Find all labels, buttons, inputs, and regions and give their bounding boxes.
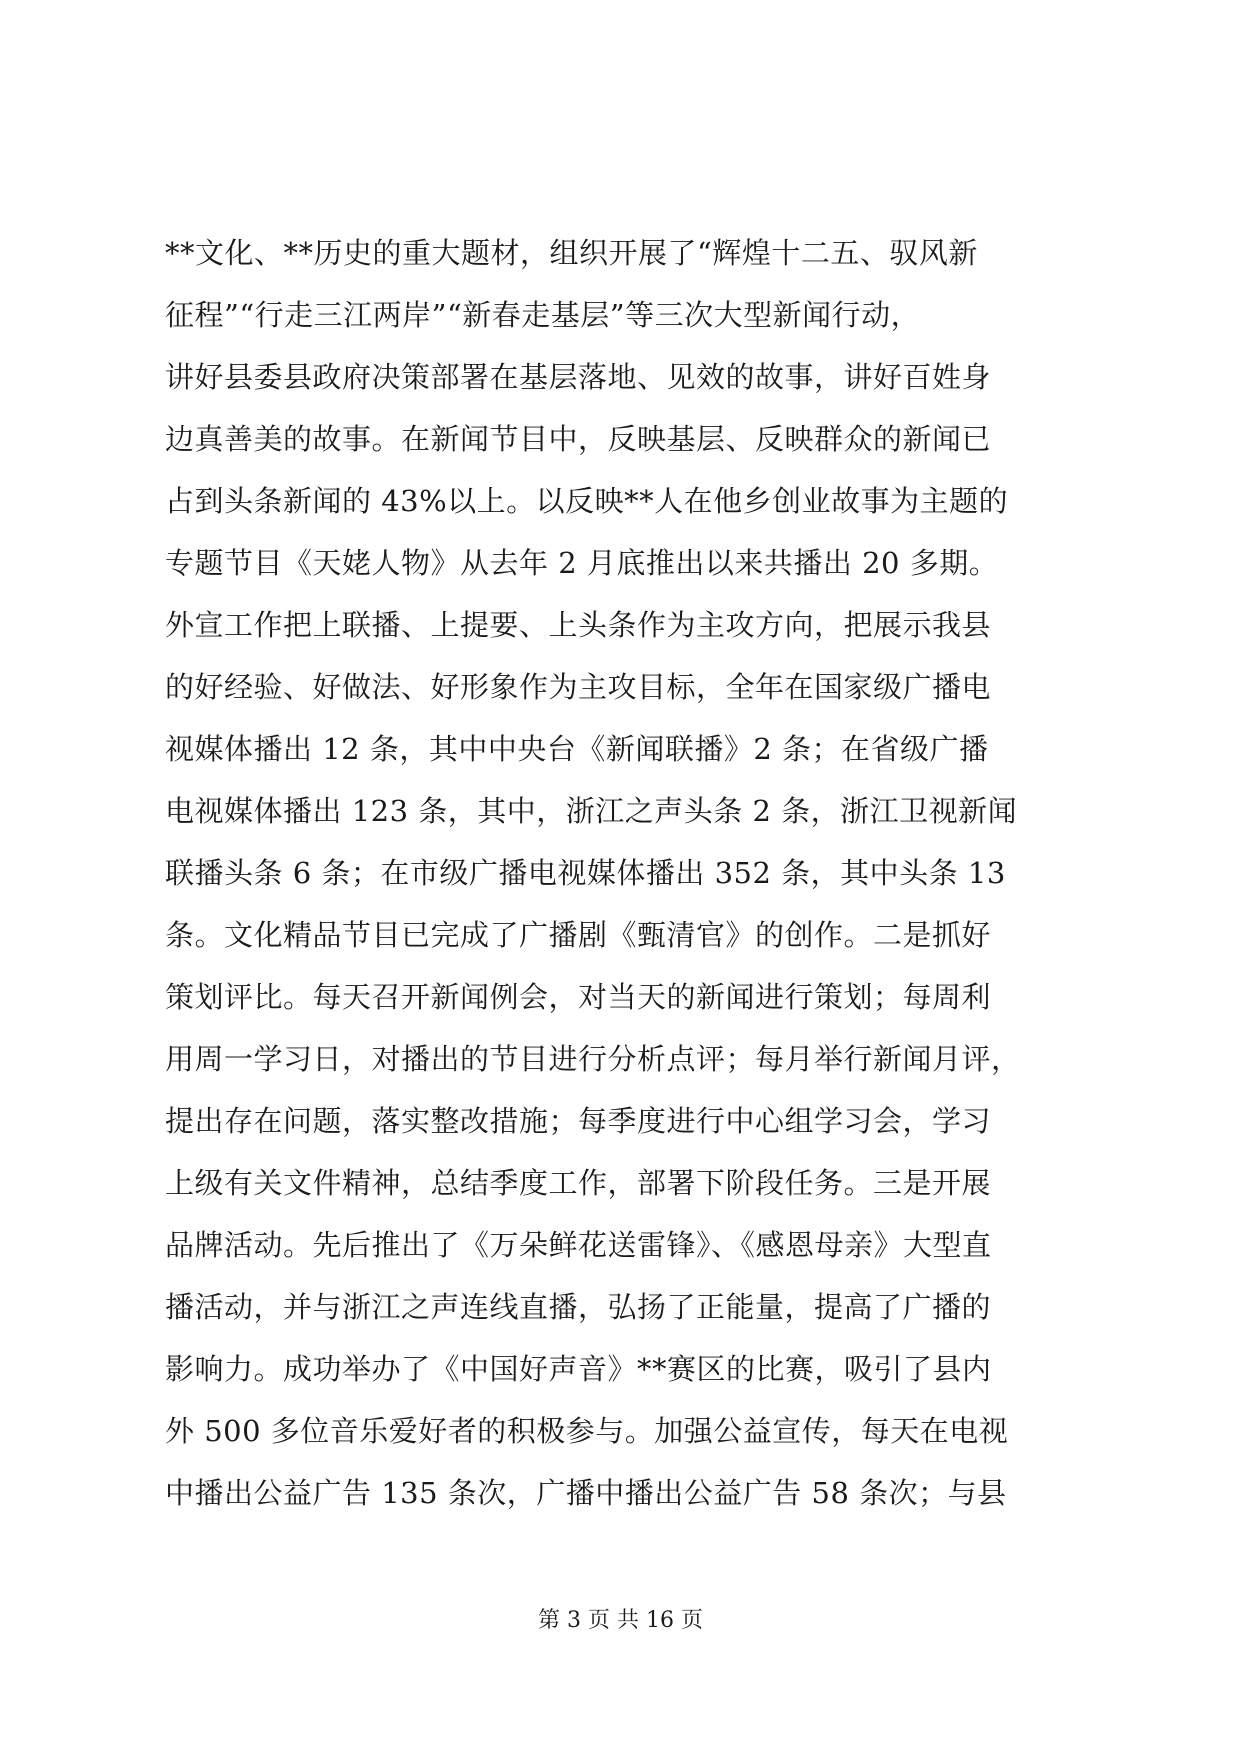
- text-line: 占到头条新闻的 43%以上。以反映**人在他乡创业故事为主题的: [165, 484, 1009, 518]
- text-line: 外宣工作把上联播、上提要、上头条作为主攻方向，把展示我县: [165, 608, 992, 642]
- text-line: 边真善美的故事。在新闻节目中，反映基层、反映群众的新闻已: [165, 422, 992, 456]
- text-line: 联播头条 6 条；在市级广播电视媒体播出 352 条，其中头条 13: [165, 856, 1006, 890]
- text-line: 中播出公益广告 135 条次，广播中播出公益广告 58 条次；与县: [165, 1476, 1007, 1510]
- text-line: 用周一学习日，对播出的节目进行分析点评；每月举行新闻月评，: [165, 1042, 1021, 1076]
- text-line: 讲好县委县政府决策部署在基层落地、见效的故事，讲好百姓身: [165, 360, 992, 394]
- text-line: 外 500 多位音乐爱好者的积极参与。加强公益宣传，每天在电视: [165, 1414, 1009, 1448]
- text-line: 策划评比。每天召开新闻例会，对当天的新闻进行策划；每周利: [165, 980, 992, 1014]
- text-line: 条。文化精品节目已完成了广播剧《甄清官》的创作。二是抓好: [165, 918, 992, 952]
- text-line: 电视媒体播出 123 条，其中，浙江之声头条 2 条，浙江卫视新闻: [165, 794, 1018, 828]
- body-text: [165, 222, 1085, 1524]
- text-line: 征程”“行走三江两岸”“新春走基层”等三次大型新闻行动，: [165, 298, 921, 332]
- text-line: 影响力。成功举办了《中国好声音》**赛区的比赛，吸引了县内: [165, 1352, 992, 1386]
- text-line: 播活动，并与浙江之声连线直播，弘扬了正能量，提高了广播的: [165, 1290, 992, 1324]
- page-number-footer: 第 3 页 共 16 页: [538, 1608, 703, 1633]
- text-line: 专题节目《天姥人物》从去年 2 月底推出以来共播出 20 多期。: [165, 546, 999, 580]
- text-line: 品牌活动。先后推出了《万朵鲜花送雷锋》、《感恩母亲》大型直: [165, 1228, 992, 1262]
- text-line: **文化、**历史的重大题材，组织开展了“辉煌十二五、驭风新: [165, 236, 978, 270]
- text-line: 的好经验、好做法、好形象作为主攻目标，全年在国家级广播电: [165, 670, 992, 704]
- text-line: 提出存在问题，落实整改措施；每季度进行中心组学习会，学习: [165, 1104, 992, 1138]
- text-line: 视媒体播出 12 条，其中中央台《新闻联播》2 条；在省级广播: [165, 732, 989, 766]
- text-line: 上级有关文件精神，总结季度工作，部署下阶段任务。三是开展: [165, 1166, 992, 1200]
